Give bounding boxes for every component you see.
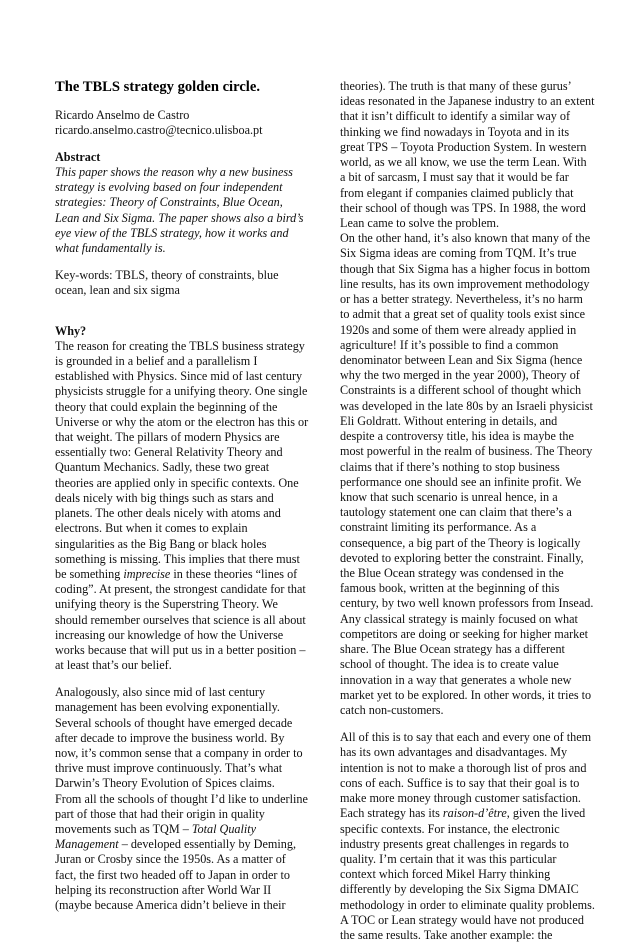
body-line: cons of each. Suffice is to say that their goal is to [340, 776, 580, 790]
body-line: Analogously, also since mid of last century [55, 685, 266, 699]
body-line: works because that will put us in a better position – [55, 643, 306, 657]
body-line: the Blue Ocean strategy was condensed in the [340, 566, 564, 580]
body-line: Lean came to solve the problem. [340, 216, 500, 230]
body-line: share. The Blue Ocean strategy has a different [340, 642, 565, 656]
abstract-line: This paper shows the reason why a new business [55, 165, 293, 179]
body-line: the same results. Take another example: the [340, 928, 553, 942]
body-line: has its own advantages and disadvantages. My [340, 745, 568, 759]
body-text: in these theories “lines of [170, 567, 298, 581]
body-line: innovation in a way that generates a whole new [340, 673, 572, 687]
body-line: part of those that had their origin in quality [55, 807, 265, 821]
body-line: The reason for creating the TBLS business strategy [55, 339, 305, 353]
body-line: Universe or why the atom or the electron has this or [55, 415, 309, 429]
body-line: despite a controversy title, his idea is maybe the [340, 429, 574, 443]
abstract-line: Lean and Six Sigma. The paper shows also a bird’s [55, 211, 304, 225]
keywords-line: ocean, lean and six sigma [55, 283, 180, 297]
body-line: intention is not to make a thorough list of pros and [340, 761, 587, 775]
paper-title: The TBLS strategy golden circle. [55, 79, 260, 95]
keywords-line: Key-words: TBLS, theory of constraints, blue [55, 268, 279, 282]
why-heading: Why? [55, 324, 87, 338]
body-line: (maybe because America didn’t believe in their [55, 898, 286, 912]
body-line: know that such scenario is unreal hence, in a [340, 490, 558, 504]
body-line: helping its reconstruction after World War II [55, 883, 272, 897]
emphasis-text: imprecise [123, 567, 171, 581]
body-line: was developed in the late 80s by an Israeli physicist [340, 399, 593, 413]
emphasis-text: Total Quality [191, 822, 257, 836]
body-line: differently by developing the Six Sigma DMAIC [340, 882, 579, 896]
body-line: tautology statement one can claim that there’s a [340, 505, 572, 519]
body-line: theory that could explain the beginning of the [55, 400, 278, 414]
body-line: From all the schools of thought I’d like to underline [55, 792, 308, 806]
body-text: , given the lived [506, 806, 586, 820]
body-line: All of this is to say that each and every one of them [340, 730, 592, 744]
body-line [55, 837, 296, 852]
body-line: Quantum Mechanics. Sadly, these two great [55, 460, 270, 474]
body-line: most powerful in the realm of business. The Theory [340, 444, 593, 458]
body-line: denominator between Lean and Six Sigma (hence [340, 353, 583, 367]
emphasis-text: Management [55, 837, 119, 851]
body-line: now, it’s common sense that a company in order to [55, 746, 303, 760]
body-text: be something [55, 567, 124, 581]
body-line: Six Sigma ideas are coming from TQM. It’s true [340, 246, 577, 260]
body-text: – developed essentially by Deming, [118, 837, 296, 851]
body-line: their school of though was TPS. In 1988, the word [340, 201, 586, 215]
body-line [340, 806, 585, 821]
body-line: management has been evolving exponentially. [55, 700, 280, 714]
body-line: methodology in order to eliminate quality problems. [340, 898, 595, 912]
body-line: to admit that a great set of quality tools exist since [340, 307, 586, 321]
abstract-line: what fundamentally is. [55, 241, 166, 255]
body-line: A TOC or Lean strategy would have not produced [340, 913, 584, 927]
body-line: theories are applied only in specific contexts. One [55, 476, 299, 490]
body-line: school of thought. The idea is to create value [340, 657, 559, 671]
body-line: agriculture! If it’s possible to find a common [340, 338, 559, 352]
body-line: context which forced Mikel Harry thinking [340, 867, 551, 881]
abstract-heading: Abstract [55, 150, 101, 164]
body-line: 1920s and some of them were already applied in [340, 323, 577, 337]
body-line: that weight. The pillars of modern Physics are [55, 430, 280, 444]
body-line: physicists struggle for a unifying theory. One single [55, 384, 308, 398]
body-line: ideas resonated in the Japanese industry to an extent [340, 94, 595, 108]
body-line: famous book, written at the beginning of this [340, 581, 560, 595]
body-line: though that Six Sigma has a higher focus in bottom [340, 262, 591, 276]
body-line: a bit of sarcasm, I must say that it would be far [340, 170, 569, 184]
body-line [55, 822, 256, 837]
body-line: or has a better strategy. Nevertheless, it’s no harm [340, 292, 583, 306]
body-line: electrons. But when it comes to explain [55, 521, 248, 535]
body-line: Darwin’s Theory Evolution of Spices claims. [55, 776, 275, 790]
abstract-line: strategy is evolving based on four independent [55, 180, 283, 194]
body-line [55, 567, 297, 582]
body-line: constraint limiting its performance. As a [340, 520, 537, 534]
body-line: deals nicely with big things such as stars and [55, 491, 274, 505]
body-line: line results, has its own improvement methodology [340, 277, 590, 291]
body-line: market yet to be explored. In other words, it tries to [340, 688, 592, 702]
body-text: movements such as TQM – [55, 822, 192, 836]
emphasis-text: raison-d’être [442, 806, 507, 820]
body-line: devoted to exploring better the constraint. Finally, [340, 551, 584, 565]
body-line: world, as we all know, we use the term Lean. With [340, 155, 587, 169]
body-line: should remember ourselves that science is all about [55, 613, 306, 627]
body-line: Several schools of thought have emerged decade [55, 716, 293, 730]
body-line: coding”. At present, the strongest candidate for that [55, 582, 306, 596]
body-line: century, by two well known professors from Insead. [340, 596, 594, 610]
body-line: competitors are doing or seeking for higher market [340, 627, 589, 641]
body-line: fact, the first two headed off to Japan in order to [55, 868, 290, 882]
body-line: Constraints is a different school of thought which [340, 383, 582, 397]
body-line: established with Physics. Since mid of last century [55, 369, 303, 383]
body-line: essentially two: General Relativity Theory and [55, 445, 283, 459]
body-line: thinking we find nowadays in Toyota and in its [340, 125, 570, 139]
body-line: Eli Goldratt. Without entering in details, and [340, 414, 558, 428]
body-line: industry presents great challenges in regards to [340, 837, 569, 851]
body-line: claims that if there’s nothing to stop business [340, 460, 560, 474]
body-text: Each strategy has its [340, 806, 443, 820]
body-line: that it isn’t difficult to identify a similar way of [340, 109, 571, 123]
body-line: why the two merged in the year 2000), Theory of [340, 368, 580, 382]
body-line: unifying theory is the Superstring Theory. We [55, 597, 278, 611]
body-line: specific contexts. For instance, the electronic [340, 822, 560, 836]
author-email: ricardo.anselmo.castro@tecnico.ulisboa.pt [55, 123, 263, 137]
body-line: singularities as the Big Bang or black holes [55, 537, 267, 551]
body-line: catch non-customers. [340, 703, 444, 717]
body-line: at least that’s our belief. [55, 658, 172, 672]
body-line: thrive must improve continuously. That’s what [55, 761, 283, 775]
body-line: Juran or Crosby since the 1950s. As a matter of [55, 852, 286, 866]
body-line: consequence, a big part of the Theory is logically [340, 536, 581, 550]
body-line: after decade to improve the business world. By [55, 731, 285, 745]
body-line: make more money through customer satisfaction. [340, 791, 581, 805]
body-line: from elegant if companies claimed publicly that [340, 186, 574, 200]
body-line: theories). The truth is that many of these gurus’ [340, 79, 572, 93]
body-line: something is missing. This implies that there must [55, 552, 300, 566]
body-line: performance one should see an infinite profit. We [340, 475, 582, 489]
body-line: On the other hand, it’s also known that many of the [340, 231, 591, 245]
body-line: increasing our knowledge of how the Universe [55, 628, 284, 642]
body-line: is grounded in a belief and a parallelism I [55, 354, 258, 368]
body-line: planets. The other deals nicely with atoms and [55, 506, 281, 520]
body-line: Any classical strategy is mainly focused on what [340, 612, 578, 626]
abstract-line: strategies: Theory of Constraints, Blue Ocean, [55, 195, 283, 209]
body-line: quality. I’m certain that it was this particular [340, 852, 557, 866]
author-name: Ricardo Anselmo de Castro [55, 108, 190, 122]
abstract-line: eye view of the TBLS strategy, how it works and [55, 226, 289, 240]
body-line: great TPS – Toyota Production System. In western [340, 140, 587, 154]
